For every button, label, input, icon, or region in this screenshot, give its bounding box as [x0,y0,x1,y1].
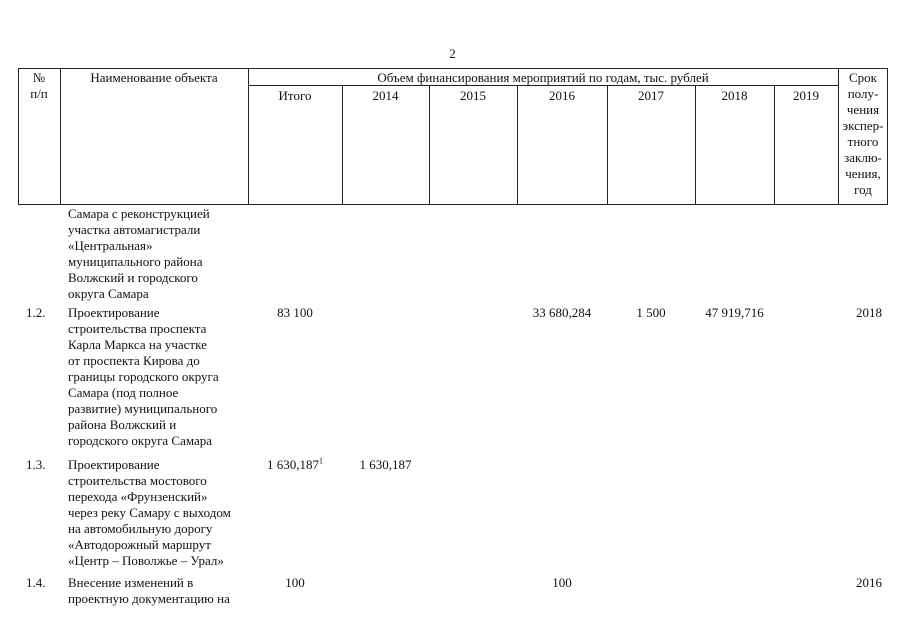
row-name: Внесение изменений в проектную документацию на [68,575,230,606]
row-total: 83 100 [277,305,313,320]
row-num: 1.2. [26,305,46,320]
row-total: 100 [285,575,305,590]
header-year-2017: 2017 [638,88,664,103]
row-2016: 33 680,284 [532,305,592,320]
row-name: Проектирование строительства мостового перехода «Фрунзенский» через реку Самару с выходом на автомобильную дорогу «Автодорожный маршрут «Центр – Поволжье – Урал» [68,457,231,568]
header-total: Итого [278,88,312,103]
row-2016: 100 [552,575,572,590]
header-deadline: Срок полу- чения экспер- тного заклю- чения, год [842,70,884,197]
header-funding: Объем финансирования мероприятий по годам, тыс. рублей [377,70,709,85]
row-deadline: 2018 [856,305,882,320]
header-year-2018: 2018 [721,88,748,103]
header-year-2019: 2019 [793,88,819,103]
header-num: № п/п [30,70,48,101]
header-year-2014: 2014 [372,88,399,103]
page-number: 2 [449,46,456,61]
header-object-name: Наименование объекта [90,70,218,85]
row-total-value: 1 630,187 [267,457,319,472]
continuation-text: Самара с реконструкцией участка автомагистрали «Центральная» муниципального района Волжский и городского округа Самара [68,206,210,301]
row-num: 1.4. [26,575,46,590]
row-name: Проектирование строительства проспекта Карла Маркса на участке от проспекта Кирова до границы городского округа Самара (под полное развитие) муниципального района Волжский и городского округа Самара [68,305,219,448]
row-deadline: 2016 [856,575,882,590]
row-total [248,457,342,473]
row-num: 1.3. [26,457,46,472]
row-2018: 47 919,716 [705,305,764,320]
row-2017: 1 500 [636,305,666,320]
footnote-marker: 1 [319,456,323,466]
row-2014: 1 630,187 [359,457,412,472]
header-year-2016: 2016 [549,88,575,103]
header-year-2015: 2015 [460,88,486,103]
